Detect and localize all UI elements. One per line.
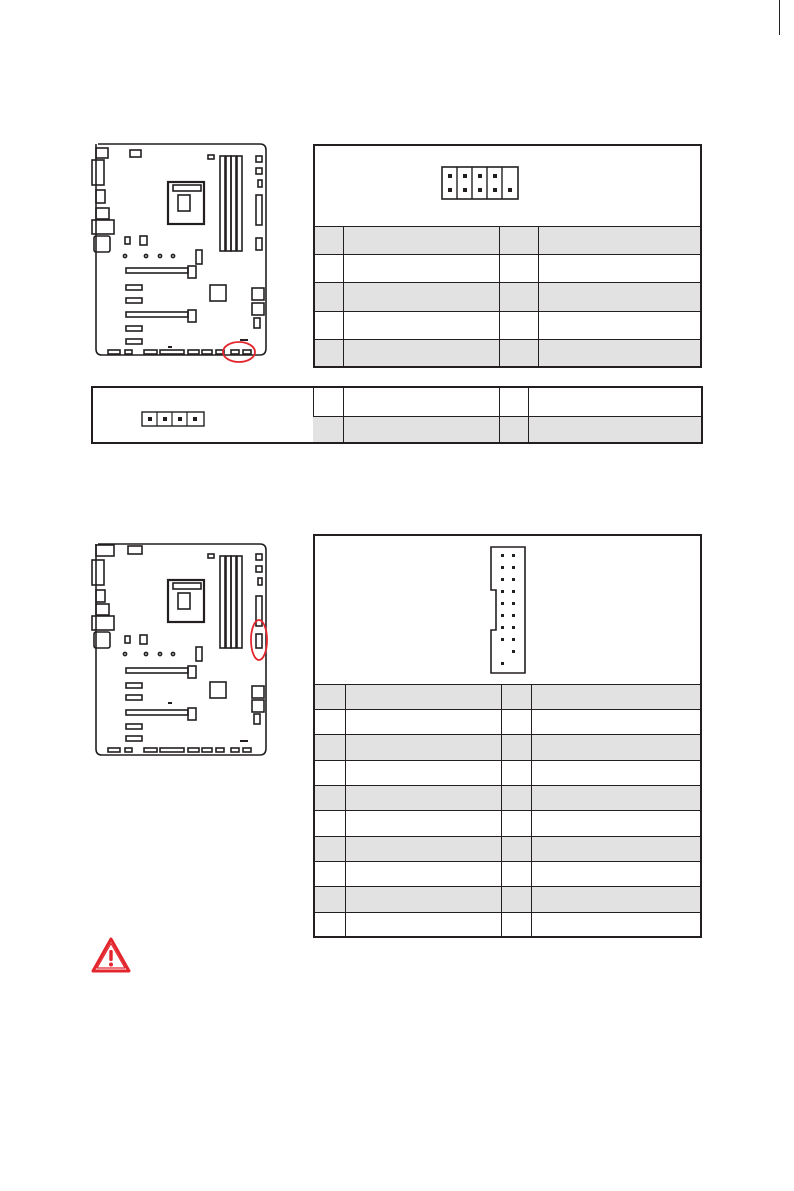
pin-table-mid (91, 386, 703, 444)
table-row (315, 282, 700, 311)
table-row (315, 760, 700, 785)
table-row (315, 734, 700, 760)
table-row (315, 785, 700, 810)
page-cut-line (779, 0, 780, 35)
warning-triangle-icon (90, 936, 132, 974)
header-1x4-diagram (141, 411, 205, 427)
header-2x5-diagram (441, 166, 519, 200)
table-row (315, 709, 700, 734)
motherboard-diagram-bottom (88, 540, 273, 760)
table-row (315, 886, 700, 912)
header-2x10-diagram (490, 546, 526, 674)
motherboard-diagram-top (88, 140, 273, 370)
pin-table-top (313, 144, 702, 368)
table-row (315, 684, 700, 709)
table-row (315, 861, 700, 886)
table-row (315, 339, 700, 366)
table-row (315, 254, 700, 282)
pin-table-bottom (313, 534, 702, 938)
table-row (315, 912, 700, 938)
table-row (313, 416, 701, 442)
table-row (315, 810, 700, 836)
table-row (315, 311, 700, 339)
table-row (315, 226, 700, 254)
table-row (313, 388, 701, 416)
table-row (315, 836, 700, 861)
